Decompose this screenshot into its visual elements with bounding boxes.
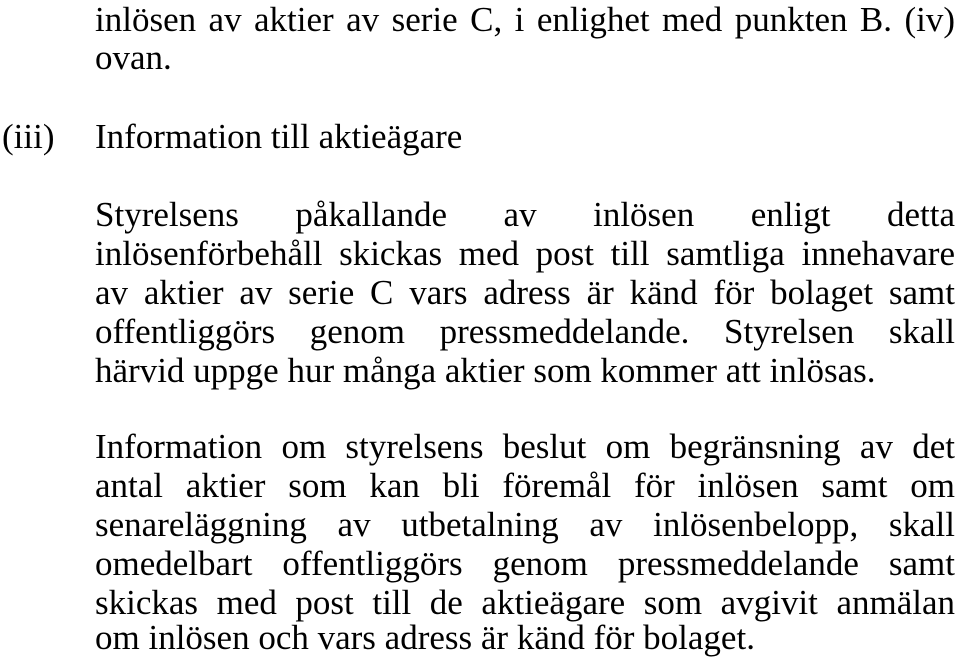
section-heading: Information till aktieägare xyxy=(95,117,463,156)
section-marker: (iii) xyxy=(2,117,55,156)
text-line: om inlösen och vars adress är känd för bolaget. xyxy=(95,618,755,657)
text-line: inlösen av aktier av serie C, i enlighet med punkten B. (iv) xyxy=(95,0,955,39)
text-line: ovan. xyxy=(95,38,172,77)
text-line: inlösenförbehåll skickas med post till samtliga innehavare xyxy=(95,234,955,273)
text-line: omedelbart offentliggörs genom pressmeddelande samt xyxy=(95,544,955,583)
text-line: härvid uppge hur många aktier som kommer att inlösas. xyxy=(95,351,876,390)
text-line: av aktier av serie C vars adress är känd för bolaget samt xyxy=(95,273,955,312)
text-line: Information om styrelsens beslut om begränsning av det xyxy=(95,427,955,466)
text-line: antal aktier som kan bli föremål för inlösen samt om xyxy=(95,466,955,505)
text-line: Styrelsens påkallande av inlösen enligt detta xyxy=(95,195,955,234)
text-line: skickas med post till de aktieägare som avgivit anmälan xyxy=(95,583,955,622)
text-line: senareläggning av utbetalning av inlösenbelopp, skall xyxy=(95,505,955,544)
text-line: offentliggörs genom pressmeddelande. Styrelsen skall xyxy=(95,312,955,351)
